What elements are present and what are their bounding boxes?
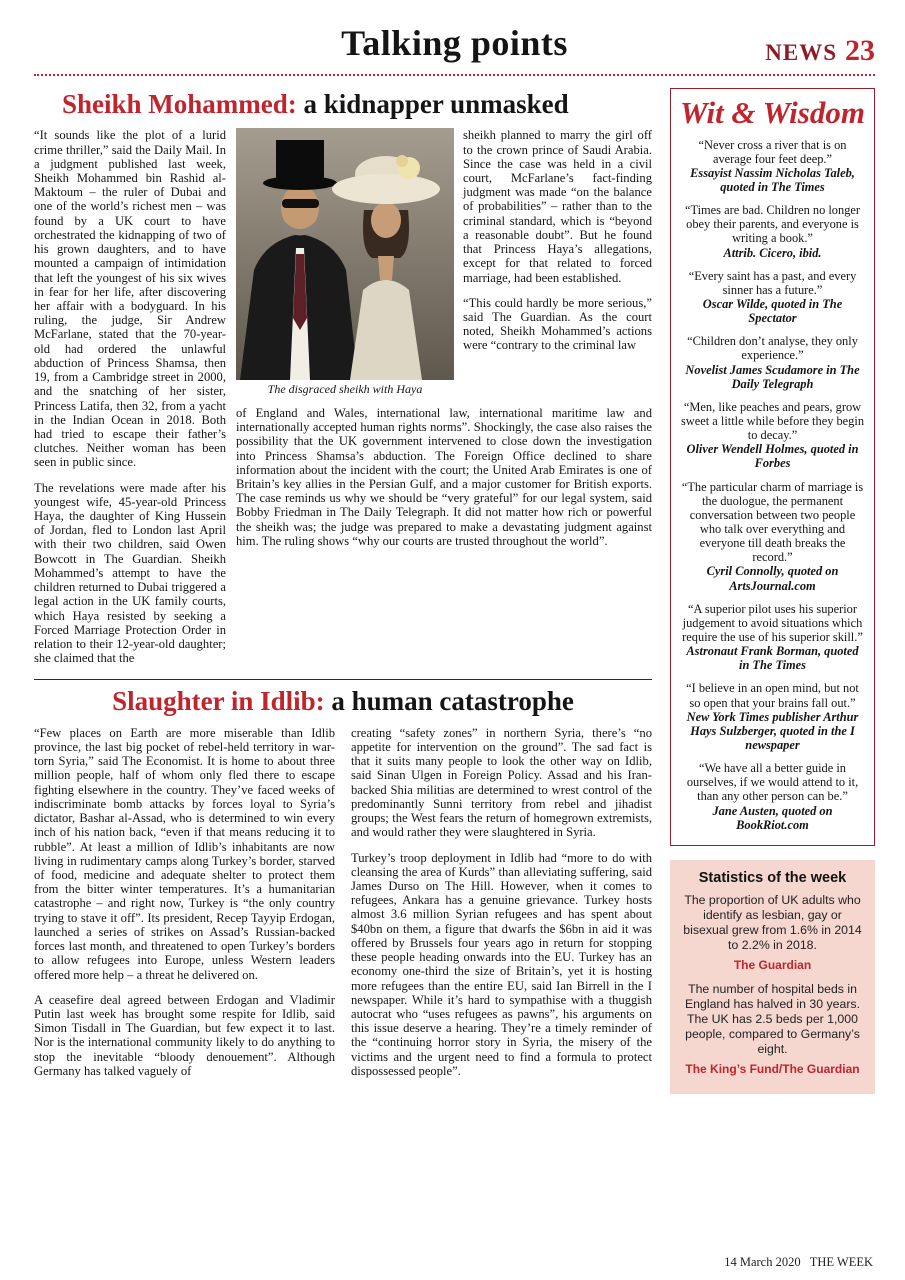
quote-attribution: Novelist James Scudamore in The Daily Telegraph — [685, 362, 860, 391]
main-column — [34, 88, 652, 1094]
quote-item — [680, 761, 865, 832]
page-footer — [724, 1255, 873, 1270]
headline-rest: a kidnapper unmasked — [296, 89, 569, 119]
quote-text: “We have all a better guide in ourselves, if we would attend to it, than any other person can be.” — [686, 761, 859, 804]
statistics-title: Statistics of the week — [698, 869, 847, 886]
photo-block — [236, 128, 454, 397]
article-paragraph: Turkey’s troop deployment in Idlib had “more to do with cleansing the area of Kurds” than alleviating suffering, said James Durso on The Hill. However, when it comes to refugees, Ankara has a genuine grievance. Turkey hosts almost 3.6 million Syrian refugees and has spent about $40bn on them, a figure that dwarfs the $6bn in aid it was offered by Brussels four years ago in return for stopping these people heading onwards into the EU. Turkey has an economy one-third the size of Britain’s, yet it is hosting more refugees than the entire EU, said Ian Birrell in the I newspaper. While it’s hard to sympathise with a thuggish autocrat who “uses refugees as pawns”, his arguments on this issue deserve a hearing. They’re a timely reminder of the “continuing horror story in Syria, the misery of the victims and the urgent need to find a formula to protect dispossessed people”. — [351, 850, 652, 1078]
article-paragraph: “This could hardly be more serious,” said The Guardian. As the court noted, Sheikh Mohammed’s actions were “contrary to the criminal law — [463, 295, 652, 353]
statistic-source: The King’s Fund/The Guardian — [685, 1061, 860, 1076]
quote-item — [680, 203, 865, 260]
statistic-source: The Guardian — [733, 957, 812, 972]
quote-text: “The particular charm of marriage is the duologue, the permanent conversation between two people who talk over everything and everyone till death breaks the record.” — [681, 479, 864, 565]
wit-wisdom-box — [670, 88, 875, 846]
statistic-item — [679, 893, 866, 972]
article-idlib-headline — [34, 687, 652, 715]
page-title: Talking points — [341, 23, 568, 63]
article-column — [34, 128, 226, 665]
statistic-text: The number of hospital beds in England has halved in 30 years. The UK has 2.5 beds per 1,000 people, compared to Germany’s eight. — [684, 981, 860, 1056]
quote-text: “Men, like peaches and pears, grow sweet a little while before they begin to decay.” — [680, 399, 865, 443]
quote-item — [680, 334, 865, 391]
article-column — [463, 128, 652, 397]
footer-date: 14 March 2020 — [724, 1255, 801, 1269]
article-paragraph: A ceasefire deal agreed between Erdogan and Vladimir Putin last week has brought some respite for Idlib, said Simon Tisdall in The Guardian, but few expect it to last. Nor is the international community likely to do anything to stop the inevitable “bloody denouement”. Although Germany has talked vaguely of — [34, 992, 335, 1078]
quote-attribution: Attrib. Cicero, ibid. — [723, 245, 822, 260]
quote-attribution: Essayist Nassim Nicholas Taleb, quoted in The Times — [690, 165, 855, 195]
statistic-item — [679, 982, 866, 1076]
article-column — [351, 726, 652, 1078]
quote-attribution: Astronaut Frank Borman, quoted in The Times — [686, 644, 859, 673]
article-column — [236, 406, 652, 548]
quote-item — [680, 681, 865, 752]
page-number: 23 — [845, 34, 875, 67]
quote-attribution: Jane Austen, quoted on BookRiot.com — [712, 803, 833, 832]
page-header — [34, 14, 875, 76]
article-paragraph: The revelations were made after his youngest wife, 45-year-old Princess Haya, the daughter of King Hussein of Jordan, fled to London last April with their two children, said Owen Bowcott in The Guardian. Sheikh Mohammed’s attempt to have the children returned to Dubai triggered a legal action in the UK family courts, which Haya resisted by seeking a Forced Marriage Protection Order in relation to their 12-year-old daughter; she claimed that the — [34, 480, 226, 666]
article-paragraph: “Few places on Earth are more miserable than Idlib province, the last big pocket of rebel-held territory in war-torn Syria,” said The Economist. It is home to about three million people, half of whom only fled there to escape fighting elsewhere in the country. They’ve faced weeks of indiscriminate bomb attacks by forces loyal to Syria’s dictator, Bashar al-Assad, who is determined to win every inch of his nation back, “even if that means reducing it to rubble”. At least a million of Idlib’s inhabitants are now living in rudimentary camps along Turkey’s border, starved of food, medicine and adequate shelter to protect them from the bitter winter temperatures. It’s a humanitarian catastrophe – and right now, Turkey is “the only country trying to stave it off”. Its president, Recep Tayyip Erdogan, launched a series of strikes on Assad’s Russian-backed forces last month, and threatened to open Turkey’s borders to allow refugees into Europe, unless Western leaders offered more help – a threat he delivered on. — [34, 725, 335, 982]
section-pagenumber — [765, 34, 875, 68]
sheikh-haya-photo — [236, 128, 454, 380]
quote-text: “Children don’t analyse, they only experience.” — [687, 334, 858, 363]
article-paragraph: “It sounds like the plot of a lurid crime thriller,” said the Daily Mail. In a judgment published last week, Sheikh Mohammed bin Rashid al-Maktoum – the ruler of Dubai and one of the world’s richest men – was found by a UK court to have orchestrated the kidnapping of two of his grown daughters, and to have mounted a campaign of intimidation that left the youngest of his six wives in fear for her life, after discovering her affair with a bodyguard. In his ruling, the judge, Sir Andrew McFarlane, stated that the 70-year-old had ordered the unlawful abduction of Princess Shamsa, then 19, from a Cambridge street in 2000, and the snatching of her sister, Princess Latifa, then 32, from a yacht in the Indian Ocean in 2018. Both had tried to escape their father’s clutches. Neither woman has been seen in public since. — [34, 128, 226, 470]
article-paragraph: sheikh planned to marry the girl off to the crown prince of Saudi Arabia. Since the case was held in a civil court, McFarlane’s fact-finding judgment was made “on the balance of probabilities” – rather than to the criminal standard, which is “beyond a reasonable doubt”. But he found that Princess Haya’s allegations, except for that related to forced marriage, had been established. — [463, 128, 652, 285]
quote-item — [680, 138, 865, 195]
footer-brand: THE WEEK — [809, 1255, 873, 1269]
quote-item — [680, 269, 865, 326]
quote-text: “Never cross a river that is on average four feet deep.” — [698, 137, 847, 166]
headline-rest: a human catastrophe — [324, 686, 574, 717]
headline-kicker: Slaughter in Idlib: — [112, 686, 325, 717]
quote-attribution: Oscar Wilde, quoted in The Spectator — [702, 297, 843, 326]
photo-caption: The disgraced sheikh with Haya — [267, 382, 423, 397]
quote-attribution: Oliver Wendell Holmes, quoted in Forbes — [686, 442, 859, 471]
statistics-box — [670, 860, 875, 1094]
quote-item — [680, 480, 865, 593]
quote-item — [680, 400, 865, 471]
quote-text: “Every saint has a past, and every sinner has a future.” — [688, 268, 857, 297]
headline-kicker: Sheikh Mohammed: — [62, 89, 297, 119]
section-label: NEWS — [765, 40, 837, 65]
article-paragraph: creating “safety zones” in northern Syria, there’s “no appetite for intervention on the ground”. The sad fact is that it suits many people to look the other way on Idlib, said Sinan Ulgen in Foreign Policy. Assad and his Iran-backed Shia militias are determined to wrest control of the predominantly Sunni territory from rebel and jihadist groups; the West fears the return of homegrown extremists, and would rather they were slaughtered in Syria. — [351, 725, 652, 840]
article-idlib — [34, 679, 652, 1078]
sidebar — [670, 88, 875, 1094]
quote-text: “I believe in an open mind, but not so open that your brains fall out.” — [686, 681, 859, 710]
article-sheikh-mohammed — [34, 90, 652, 665]
quote-text: “Times are bad. Children no longer obey their parents, and everyone is writing a book.” — [684, 203, 861, 246]
quote-item — [680, 602, 865, 673]
quote-attribution: Cyril Connolly, quoted on ArtsJournal.com — [706, 564, 839, 593]
article-sheikh-headline — [62, 90, 652, 118]
wit-wisdom-title: Wit & Wisdom — [680, 95, 865, 130]
statistic-text: The proportion of UK adults who identify as lesbian, gay or bisexual grew from 1.6% in 2014 to 2.2% in 2018. — [683, 892, 862, 952]
article-column — [34, 726, 335, 1078]
quote-text: “A superior pilot uses his superior judgement to avoid situations which require the use of his superior skill.” — [682, 601, 863, 644]
quote-attribution: New York Times publisher Arthur Hays Sulzberger, quoted in the I newspaper — [686, 709, 859, 752]
article-paragraph: of England and Wales, international law, international maritime law and internationally accepted human rights norms”. Shockingly, the case also raises the possibility that the UK government intervened to close down the investigation into Princess Shamsa’s abduction. The Foreign Office declined to share information about the incident with the court; the United Arab Emirates is one of Britain’s key allies in the Persian Gulf, and a major customer for British exports. The case reminds us why we should be “very grateful” for our legal system, said Bobby Friedman in The Daily Telegraph. It did not matter how rich or powerful the sheikh was; the judge was prepared to make a devastating judgment against him. The ruling shows “why our courts are trusted throughout the world”. — [236, 405, 652, 548]
